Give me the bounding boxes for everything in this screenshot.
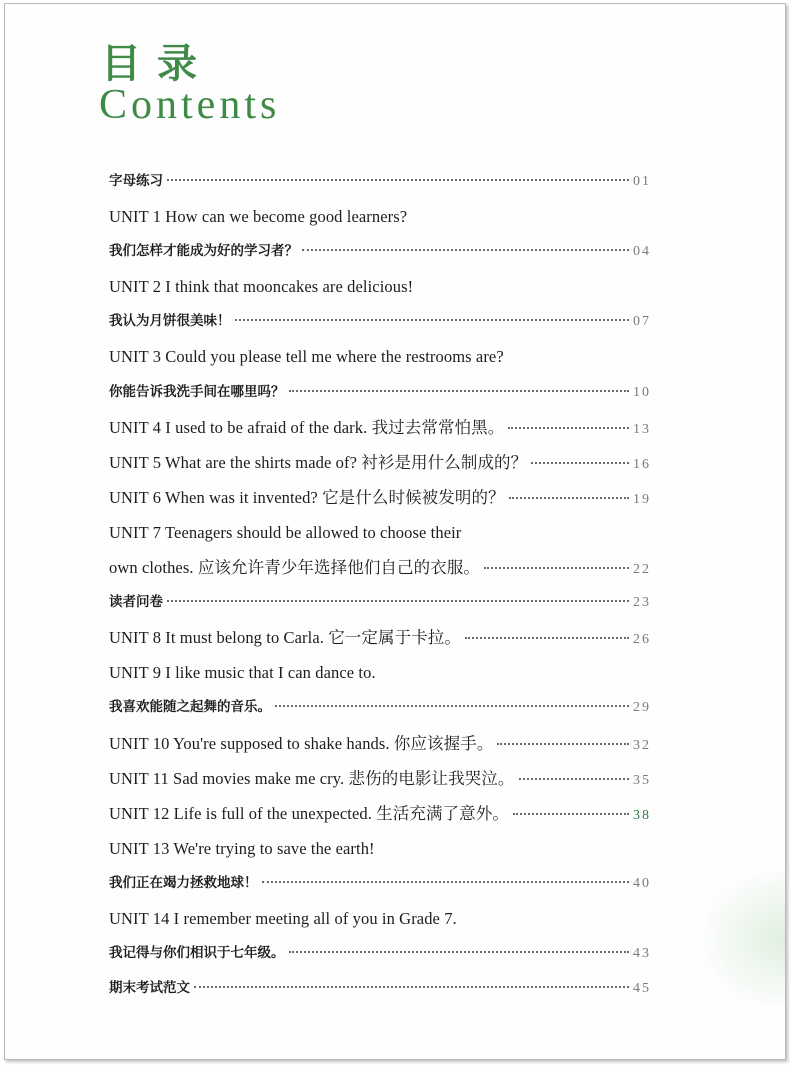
- dot-leader: [484, 567, 629, 569]
- toc-entry-title: UNIT 5 What are the shirts made of? 衬衫是用什么制成的？: [109, 452, 528, 472]
- toc-entry-title: UNIT 2 I think that mooncakes are delicious!: [109, 277, 414, 297]
- toc-entry-title: 读者问卷: [109, 594, 163, 611]
- toc-page-number: 45: [633, 981, 651, 997]
- toc-page-number: 07: [633, 314, 651, 330]
- dot-leader: [235, 319, 630, 321]
- toc-entry[interactable]: [109, 550, 651, 585]
- toc-entry-title: UNIT 13 We're trying to save the earth!: [109, 838, 375, 858]
- toc-entry-title: UNIT 10 You're supposed to shake hands. 你应该握手。: [109, 733, 494, 753]
- toc-entry[interactable]: [109, 971, 651, 1006]
- toc-entry-title: UNIT 9 I like music that I can dance to.: [109, 663, 376, 683]
- toc-page-number: 40: [633, 875, 651, 891]
- toc-entry-title: 你能告诉我洗手间在哪里吗？: [109, 383, 285, 400]
- toc-entry-title: UNIT 7 Teenagers should be allowed to choose their: [109, 522, 462, 542]
- dot-leader: [167, 179, 629, 181]
- toc-entry[interactable]: [109, 655, 651, 690]
- toc-page-number: 38: [633, 807, 651, 823]
- toc-entry[interactable]: [109, 866, 651, 901]
- toc-page-number: 29: [633, 700, 651, 716]
- toc-entry-title: UNIT 11 Sad movies make me cry. 悲伤的电影让我哭泣。: [109, 768, 515, 788]
- toc-entry-title: 我们正在竭力拯救地球！: [109, 874, 258, 891]
- page-title-chinese: 目录: [101, 41, 213, 87]
- toc-entry[interactable]: [109, 901, 651, 936]
- toc-entry-title: UNIT 8 It must belong to Carla. 它一定属于卡拉。: [109, 628, 461, 648]
- toc-entry[interactable]: [109, 234, 651, 269]
- toc-page-number: 35: [633, 772, 651, 788]
- toc-entry-title: 我们怎样才能成为好的学习者？: [109, 243, 298, 260]
- toc-entry[interactable]: [109, 410, 651, 445]
- toc-entry[interactable]: [109, 269, 651, 304]
- decorative-tint: [695, 864, 785, 1014]
- toc-entry[interactable]: [109, 620, 651, 655]
- toc-entry[interactable]: [109, 304, 651, 339]
- dot-leader: [531, 462, 629, 464]
- toc-entry-title: UNIT 12 Life is full of the unexpected. 生活充满了意外。: [109, 803, 509, 823]
- dot-leader: [275, 705, 629, 707]
- toc-entry[interactable]: [109, 480, 651, 515]
- dot-leader: [194, 986, 629, 988]
- toc-entry[interactable]: [109, 831, 651, 866]
- toc-page-number: 10: [633, 384, 651, 400]
- dot-leader: [262, 881, 630, 883]
- dot-leader: [289, 951, 630, 953]
- toc-entry[interactable]: [109, 199, 651, 234]
- toc-entry-title: own clothes. 应该允许青少年选择他们自己的衣服。: [109, 558, 481, 578]
- toc-page-number: 04: [633, 244, 651, 260]
- toc-entry-title: 我喜欢能随之起舞的音乐。: [109, 699, 271, 716]
- toc-page-number: 13: [633, 421, 651, 437]
- dot-leader: [513, 813, 629, 815]
- dot-leader: [509, 497, 629, 499]
- toc-entry[interactable]: [109, 690, 651, 725]
- toc-entry-title: UNIT 14 I remember meeting all of you in Grade 7.: [109, 908, 457, 928]
- table-of-contents: [109, 164, 651, 1006]
- toc-entry[interactable]: [109, 726, 651, 761]
- toc-entry[interactable]: [109, 164, 651, 199]
- toc-entry-title: UNIT 4 I used to be afraid of the dark. 我过去常常怕黑。: [109, 417, 505, 437]
- dot-leader: [167, 600, 629, 602]
- toc-entry-title: 我认为月饼很美味！: [109, 313, 231, 330]
- toc-entry[interactable]: [109, 339, 651, 374]
- toc-entry-title: UNIT 1 How can we become good learners?: [109, 207, 408, 227]
- document-page: [4, 3, 786, 1060]
- toc-entry[interactable]: [109, 761, 651, 796]
- toc-page-number: 01: [633, 174, 651, 189]
- dot-leader: [302, 249, 629, 251]
- toc-entry[interactable]: [109, 515, 651, 550]
- dot-leader: [497, 743, 629, 745]
- toc-entry[interactable]: [109, 445, 651, 480]
- toc-page-number: 22: [633, 562, 651, 578]
- toc-entry[interactable]: [109, 796, 651, 831]
- toc-page-number: 19: [633, 491, 651, 507]
- toc-entry[interactable]: [109, 585, 651, 620]
- page-title-english: Contents: [99, 82, 281, 128]
- dot-leader: [465, 637, 629, 639]
- toc-entry-title: UNIT 3 Could you please tell me where the restrooms are?: [109, 347, 504, 367]
- toc-entry-title: 我记得与你们相识于七年级。: [109, 945, 285, 962]
- toc-page-number: 16: [633, 456, 651, 472]
- toc-entry-title: 字母练习: [109, 173, 163, 189]
- dot-leader: [289, 390, 630, 392]
- toc-page-number: 32: [633, 737, 651, 753]
- dot-leader: [508, 427, 629, 429]
- toc-page-number: 23: [633, 595, 651, 611]
- toc-entry-title: UNIT 6 When was it invented? 它是什么时候被发明的？: [109, 487, 505, 507]
- toc-entry[interactable]: [109, 936, 651, 971]
- toc-entry-title: 期末考试范文: [109, 980, 190, 997]
- toc-page-number: 43: [633, 946, 651, 962]
- dot-leader: [519, 778, 630, 780]
- toc-entry[interactable]: [109, 375, 651, 410]
- toc-page-number: 26: [633, 632, 651, 648]
